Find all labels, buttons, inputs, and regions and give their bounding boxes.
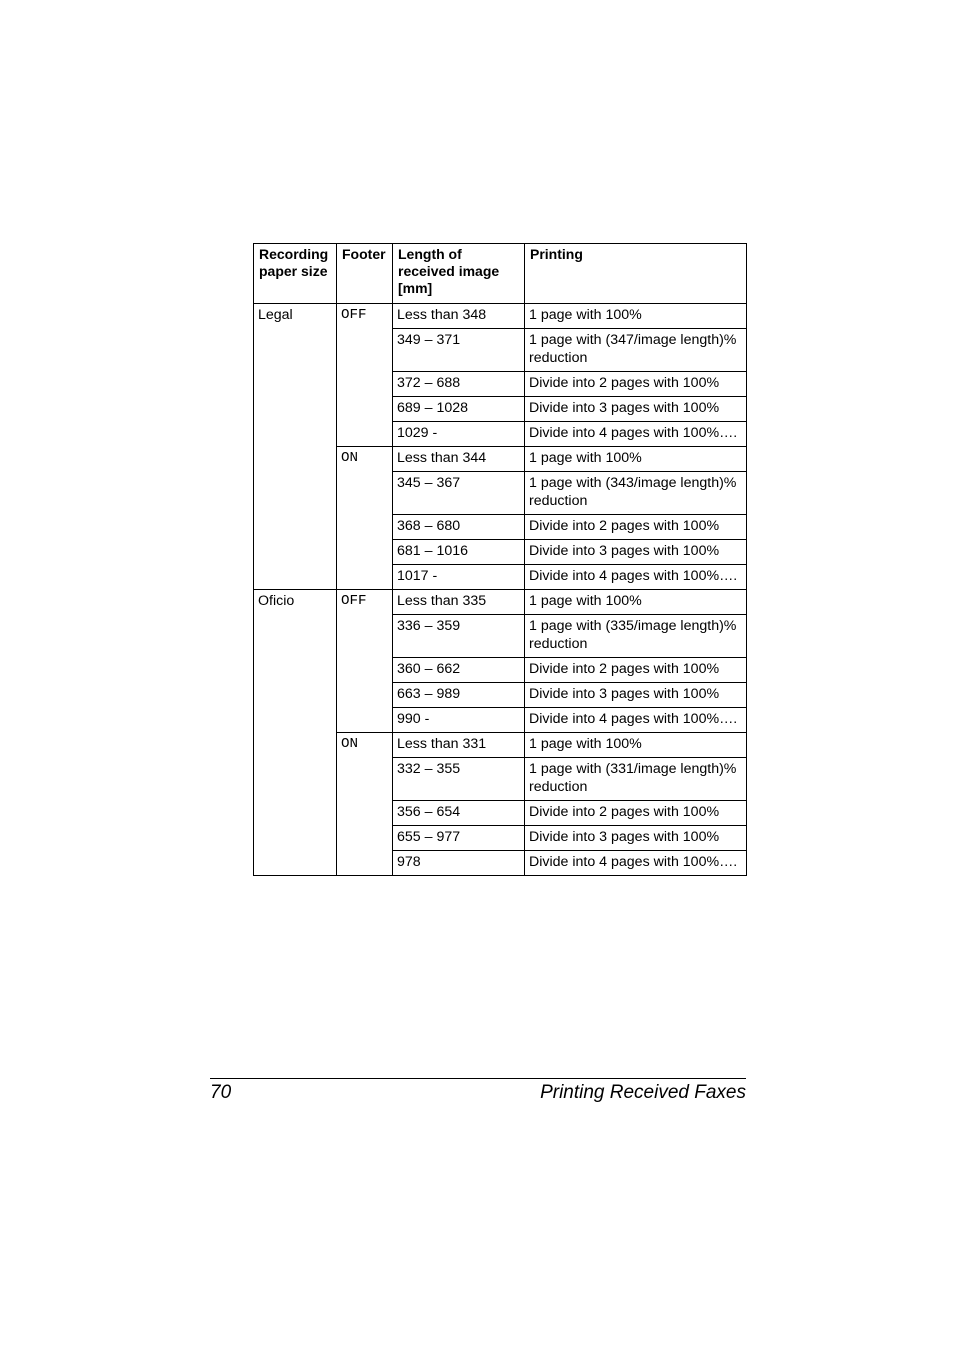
length-cell: Less than 344 xyxy=(393,447,525,472)
printing-cell: 1 page with 100% xyxy=(525,447,747,472)
paper-size-cell: Oficio xyxy=(254,590,337,876)
printing-cell: Divide into 4 pages with 100%…. xyxy=(525,422,747,447)
table-header-row xyxy=(254,244,747,304)
printing-cell: Divide into 4 pages with 100%…. xyxy=(525,708,747,733)
length-cell: Less than 348 xyxy=(393,304,525,329)
length-cell: 1017 - xyxy=(393,565,525,590)
header-printing: Printing xyxy=(525,244,747,304)
printing-cell: 1 page with (335/image length)% reduction xyxy=(525,615,747,658)
printing-cell: Divide into 2 pages with 100% xyxy=(525,801,747,826)
length-cell: 372 – 688 xyxy=(393,372,525,397)
printing-cell: 1 page with 100% xyxy=(525,590,747,615)
header-length: Length of received image [mm] xyxy=(393,244,525,304)
printing-cell: 1 page with 100% xyxy=(525,304,747,329)
length-cell: 978 xyxy=(393,851,525,876)
footer-rule xyxy=(210,1078,746,1079)
length-cell: 349 – 371 xyxy=(393,329,525,372)
length-cell: Less than 335 xyxy=(393,590,525,615)
printing-cell: Divide into 3 pages with 100% xyxy=(525,397,747,422)
length-cell: 689 – 1028 xyxy=(393,397,525,422)
printing-cell: 1 page with (347/image length)% reduction xyxy=(525,329,747,372)
header-footer: Footer xyxy=(337,244,393,304)
table-body xyxy=(254,304,747,876)
printing-cell: Divide into 3 pages with 100% xyxy=(525,683,747,708)
fax-printing-table xyxy=(253,243,747,876)
section-title: Printing Received Faxes xyxy=(540,1082,746,1103)
length-cell: Less than 331 xyxy=(393,733,525,758)
footer-setting-cell: OFF xyxy=(337,590,393,733)
length-cell: 332 – 355 xyxy=(393,758,525,801)
length-cell: 1029 - xyxy=(393,422,525,447)
printing-cell: Divide into 2 pages with 100% xyxy=(525,658,747,683)
table-row xyxy=(254,304,747,329)
printing-cell: Divide into 2 pages with 100% xyxy=(525,515,747,540)
length-cell: 655 – 977 xyxy=(393,826,525,851)
table-row xyxy=(254,590,747,615)
length-cell: 360 – 662 xyxy=(393,658,525,683)
length-cell: 368 – 680 xyxy=(393,515,525,540)
length-cell: 990 - xyxy=(393,708,525,733)
printing-cell: 1 page with 100% xyxy=(525,733,747,758)
footer-setting-cell: OFF xyxy=(337,304,393,447)
printing-cell: Divide into 4 pages with 100%…. xyxy=(525,851,747,876)
printing-cell: 1 page with (331/image length)% reduction xyxy=(525,758,747,801)
length-cell: 345 – 367 xyxy=(393,472,525,515)
footer-setting-cell: ON xyxy=(337,733,393,876)
length-cell: 336 – 359 xyxy=(393,615,525,658)
length-cell: 663 – 989 xyxy=(393,683,525,708)
printing-cell: Divide into 4 pages with 100%…. xyxy=(525,565,747,590)
length-cell: 681 – 1016 xyxy=(393,540,525,565)
printing-cell: Divide into 2 pages with 100% xyxy=(525,372,747,397)
length-cell: 356 – 654 xyxy=(393,801,525,826)
paper-size-cell: Legal xyxy=(254,304,337,590)
header-recording-paper-size: Recording paper size xyxy=(254,244,337,304)
printing-cell: Divide into 3 pages with 100% xyxy=(525,540,747,565)
printing-cell: Divide into 3 pages with 100% xyxy=(525,826,747,851)
printing-cell: 1 page with (343/image length)% reduction xyxy=(525,472,747,515)
page-number: 70 xyxy=(210,1082,232,1103)
footer-setting-cell: ON xyxy=(337,447,393,590)
